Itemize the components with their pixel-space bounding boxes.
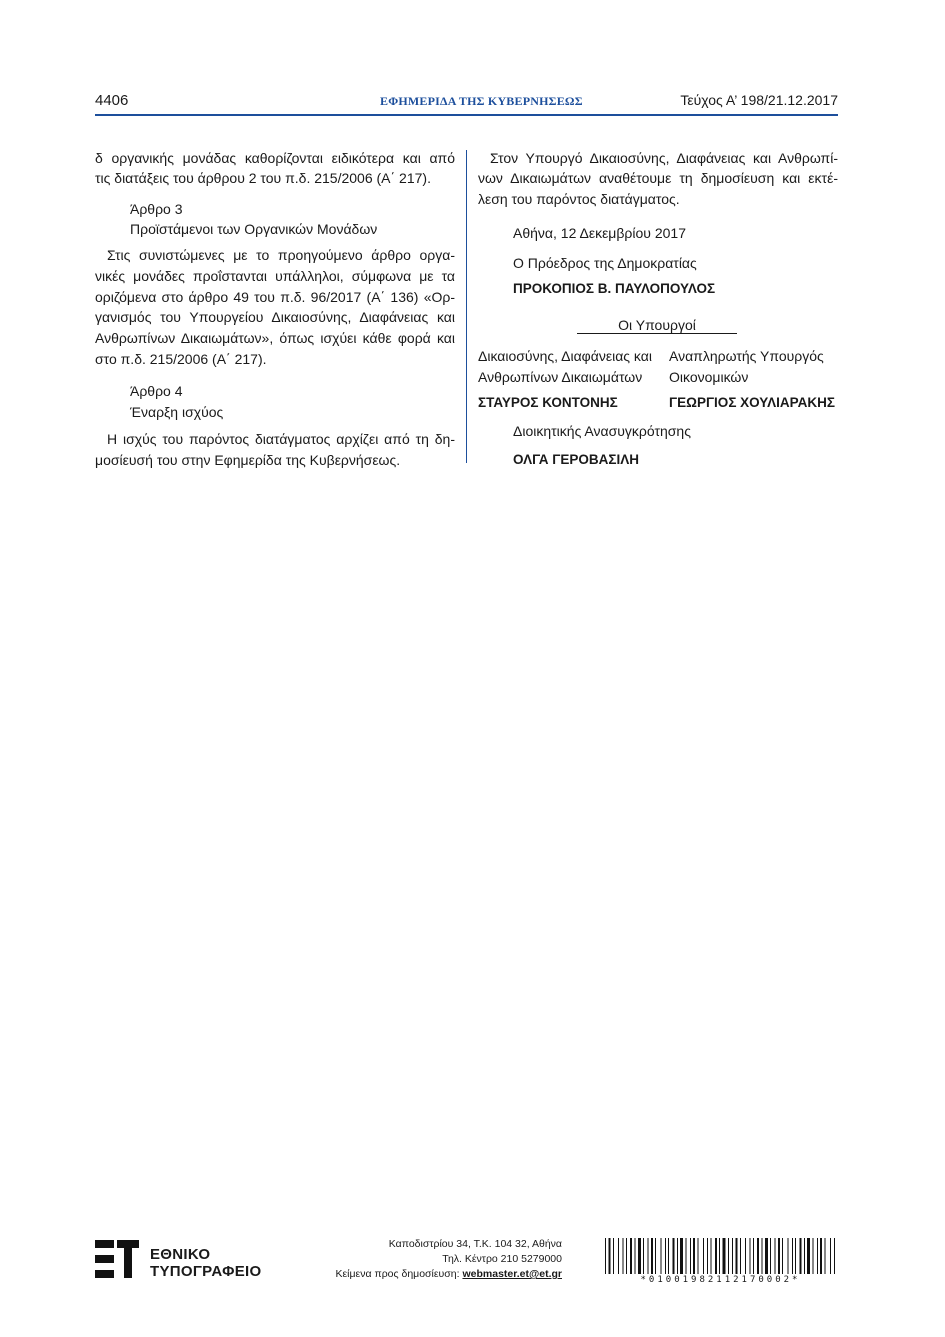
submissions-line	[335, 1267, 562, 1282]
article-heading: Άρθρο 4	[130, 383, 183, 399]
minister-name: ΟΛΓΑ ΓΕΡΟΒΑΣΙΛΗ	[513, 452, 640, 467]
issue-info: Τεύχος Α’ 198/21.12.2017	[680, 92, 838, 108]
body-line: στο π.δ. 215/2006 (Α΄ 217).	[95, 351, 267, 367]
body-line: Στον Υπουργό Δικαιοσύνης, Διαφάνειας και Ανθρωπί-	[490, 150, 838, 166]
body-line: νων Δικαιωμάτων αναθέτουμε τη δημοσίευση και εκτέ-	[478, 170, 838, 186]
body-line: μοσίευσή του στην Εφημερίδα της Κυβερνήσεως.	[95, 452, 401, 468]
column-divider	[466, 150, 467, 463]
phone: Τηλ. Κέντρο 210 5279000	[442, 1253, 562, 1265]
publication-title: ΕΦΗΜΕΡΙΔΑ ΤΗΣ ΚΥΒΕΡΝΗΣΕΩΣ	[380, 94, 583, 108]
contact-info	[335, 1237, 562, 1282]
body-line: λεση του παρόντος διατάγματος.	[478, 191, 680, 207]
president-name: ΠΡΟΚΟΠΙΟΣ Β. ΠΑΥΛΟΠΟΥΛΟΣ	[513, 281, 716, 296]
body-line: νικές μονάδες προΐστανται υπάλληλοι, σύμφωνα με τα	[95, 268, 455, 284]
barcode-number: *01001982112170002*	[640, 1275, 801, 1285]
body-line: Στις συνιστώμενες με το προηγούμενο άρθρο οργα-	[107, 247, 455, 263]
body-line: Ανθρωπίνων Δικαιωμάτων», όπως ισχύει κάθε φορά και	[95, 330, 455, 346]
minister-name: ΓΕΩΡΓΙΟΣ ΧΟΥΛΙΑΡΑΚΗΣ	[669, 395, 835, 410]
signing-date: Αθήνα, 12 Δεκεμβρίου 2017	[513, 225, 686, 241]
ministers-label: Οι Υπουργοί	[618, 317, 696, 333]
logo-text: ΤΥΠΟΓΡΑΦΕΙΟ	[150, 1263, 262, 1280]
logo-text: ΕΘΝΙΚΟ	[150, 1246, 211, 1263]
article-heading: Άρθρο 3	[130, 201, 183, 217]
body-line: γανισμός του Υπουργείου Δικαιοσύνης, Διαφάνειας και	[95, 309, 455, 325]
article-title: Έναρξη ισχύος	[130, 404, 224, 420]
ministers-rule	[577, 333, 737, 334]
body-line: οριζόμενα στο άρθρο 49 του π.δ. 96/2017 (Α΄ 136) «Ορ-	[95, 289, 455, 305]
submissions-email-link[interactable]: webmaster.et@et.gr	[462, 1268, 562, 1280]
minister-title: Ανθρωπίνων Δικαιωμάτων	[478, 369, 643, 385]
address: Καποδιστρίου 34, Τ.Κ. 104 32, Αθήνα	[388, 1238, 562, 1250]
minister-title: Οικονομικών	[669, 369, 749, 385]
minister-name: ΣΤΑΥΡΟΣ ΚΟΝΤΟΝΗΣ	[478, 395, 618, 410]
president-title: Ο Πρόεδρος της Δημοκρατίας	[513, 255, 697, 271]
page-number: 4406	[95, 92, 129, 109]
body-line: δ οργανικής μονάδας καθορίζονται ειδικότερα και από	[95, 150, 455, 166]
header-rule	[95, 114, 838, 116]
submissions-label: Κείμενα προς δημοσίευση:	[335, 1268, 460, 1280]
minister-title: Διοικητικής Ανασυγκρότησης	[513, 423, 691, 439]
article-title: Προϊστάμενοι των Οργανικών Μονάδων	[130, 221, 378, 237]
minister-title: Δικαιοσύνης, Διαφάνειας και	[478, 348, 652, 364]
et-logo-icon	[95, 1240, 139, 1278]
minister-title: Αναπληρωτής Υπουργός	[669, 348, 824, 364]
body-line: Η ισχύς του παρόντος διατάγματος αρχίζει από τη δη-	[107, 431, 455, 447]
barcode-image	[603, 1238, 838, 1274]
body-line: τις διατάξεις του άρθρου 2 του π.δ. 215/2006 (Α΄ 217).	[95, 170, 431, 186]
